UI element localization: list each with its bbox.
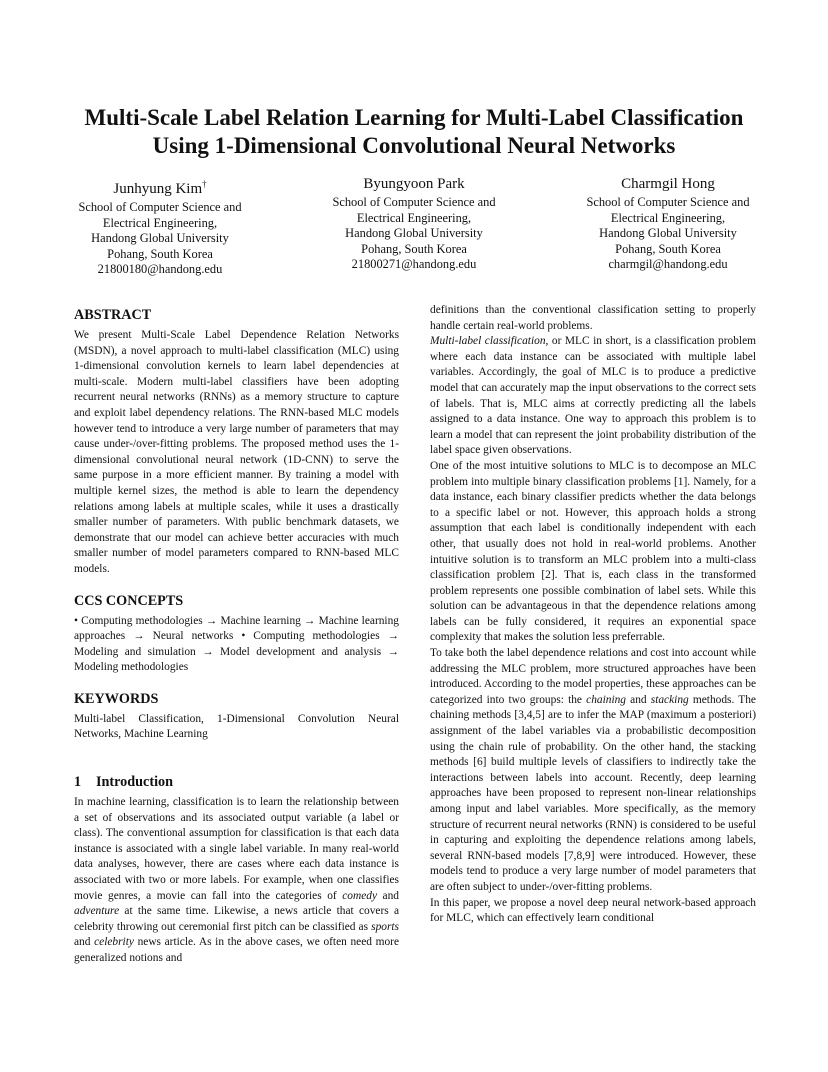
author-block [40, 174, 788, 278]
author-dept: School of Computer Science and [332, 195, 496, 209]
intro-paragraph-4: To take both the label dependence relations and cost into account while addressing the MLC problem, more structured approaches have been introduced. According to the model properties, these approaches can be categorized into two groups: the chaining and stacking methods. The chaining methods [3,4,5] are to infer the MAP (maximum a posteriori) assignment of the label variables via a probabilistic decomposition using the chain rule of probability. On the other hand, the stacking methods [6] build multiple levels of classifiers to indirectly take the interactions between labels into account. Recently, deep learning approaches have been proposed to represent non-linear relationships among input and label variables. More specifically, as the memory structure of recurrent neural networks (RNN) is considered to be useful in capturing and exploiting the dependence relations among labels, several RNN-based models [7,8,9] were introduced. However, these models tend to produce a very large number of model parameters that are often subject to under-/over-fitting problems. [430, 647, 756, 893]
author-dept: Electrical Engineering, [610, 210, 726, 225]
author-name: Byungyoon Park [363, 176, 465, 192]
abstract-text: We present Multi-Scale Label Dependence Relation Networks (MSDN), a novel approach to multi-label classification (MLC) using 1-dimensional convolution kernels to learn label dependencies at multi-scale. Modern multi-label classifiers have been adopting recurrent neural networks (RNNs) as a memory structure to capture and exploit label dependency relations. The RNN-based MLC models however tend to introduce a very large number of parameters that may cause under-/over-fitting problems. The proposed method uses the 1-dimensional convolutional neural network (1D-CNN) to serve the same purpose in a more efficient manner. By training a model with multiple kernel sizes, the method is able to learn the dependency relations among labels at multiple scales, while it uses a drastically smaller number of parameters. With public benchmark datasets, we demonstrate that our model can achieve better accuracies with much smaller number of model parameters compared to RNN-based MLC models. [74, 329, 399, 575]
author-footnote-mark: † [202, 179, 207, 189]
abstract-heading: ABSTRACT [74, 307, 152, 323]
paper-title [40, 104, 788, 160]
author-dept: Electrical Engineering, [356, 210, 472, 225]
ccs-text: • Computing methodologies → Machine learning → Machine learning approaches → Neural networks • Computing methodologies → Modeling and simulation → Model development and analysis → Modeling methodologies [74, 614, 399, 674]
author-name: Charmgil Hong [621, 176, 715, 192]
author-email: 21800180@handong.edu [97, 262, 223, 277]
keywords-text: Multi-label Classification, 1-Dimensional Convolution Neural Networks, Machine Learning [74, 712, 399, 741]
author-3 [548, 174, 788, 278]
author-location: Pohang, South Korea [107, 246, 213, 261]
author-university: Handong Global University [345, 226, 483, 241]
author-email: charmgil@handong.edu [608, 257, 728, 272]
intro-paragraph-3: One of the most intuitive solutions to MLC is to decompose an MLC problem into multiple binary classification problems [1]. Namely, for a data instance, each binary classifier predicts whether the data belongs to a specific label or not. However, this approach holds a strong assumption that each label is conditionally independent with each other, that usually does not hold in real-world problems. Another intuitive solution is to transform an MLC problem into a multi-class classification problem [2]. That is, each class in the transformed problem represents one possible combination of label sets. While this solution can be advantageous in that the dependence relations among labels can be fully considered, it requires an exponential space complexity that makes the solution less preferrable. [430, 459, 756, 644]
author-university: Handong Global University [91, 231, 229, 246]
author-university: Handong Global University [599, 226, 737, 241]
intro-heading [74, 773, 399, 791]
author-name: Junhyung Kim [113, 181, 203, 197]
ccs-heading: CCS CONCEPTS [74, 592, 184, 609]
keywords-heading: KEYWORDS [74, 690, 159, 707]
section-title: Introduction [96, 774, 173, 791]
right-column [430, 303, 756, 927]
author-dept: Electrical Engineering, [102, 215, 218, 230]
author-location: Pohang, South Korea [615, 241, 721, 256]
author-1 [40, 174, 280, 278]
section-number: 1 [74, 774, 82, 791]
author-dept: School of Computer Science and [78, 200, 242, 214]
left-column [74, 306, 399, 967]
title-line-2: Using 1-Dimensional Convolutional Neural Networks [152, 133, 676, 158]
intro-paragraph-1: In machine learning, classification is to learn the relationship between a set of observations and its associated output variable (a label or class). The conventional assumption for classification is that each data instance is associated with a single label variable. In many real-world data analyses, however, there are cases where each data instance is associated with two or more labels. For example, when one classifies movie genres, a movie can fall into the categories of comedy and adventure at the same time. Likewise, a news article that covers a celebrity throwing out ceremonial first pitch can be classified as sports and celebrity news article. As in the above cases, we often need more generalized notions and [74, 796, 399, 964]
intro-paragraph-2: Multi-label classification, or MLC in short, is a classification problem where each data instance can be associated with multiple label variables. Accordingly, the goal of MLC is to produce a predictive model that can accurately map the input observations to the correct sets of labels. That is, MLC aims at correctly predicting all the labels assigned to a data instance. One way to approach this problem is to learn a model that can represent the joint probability distribution of the label space given observations. [430, 335, 757, 457]
author-location: Pohang, South Korea [361, 241, 467, 256]
author-dept: School of Computer Science and [586, 195, 750, 209]
author-2 [294, 174, 534, 278]
intro-paragraph-5: In this paper, we propose a novel deep neural network-based approach for MLC, which can effectively learn conditional [430, 896, 756, 925]
intro-paragraph-1-continued: definitions than the conventional classification setting to properly handle certain real-world problems. [430, 304, 756, 332]
title-line-1: Multi-Scale Label Relation Learning for Multi-Label Classification [84, 105, 744, 130]
author-email: 21800271@handong.edu [351, 257, 477, 272]
